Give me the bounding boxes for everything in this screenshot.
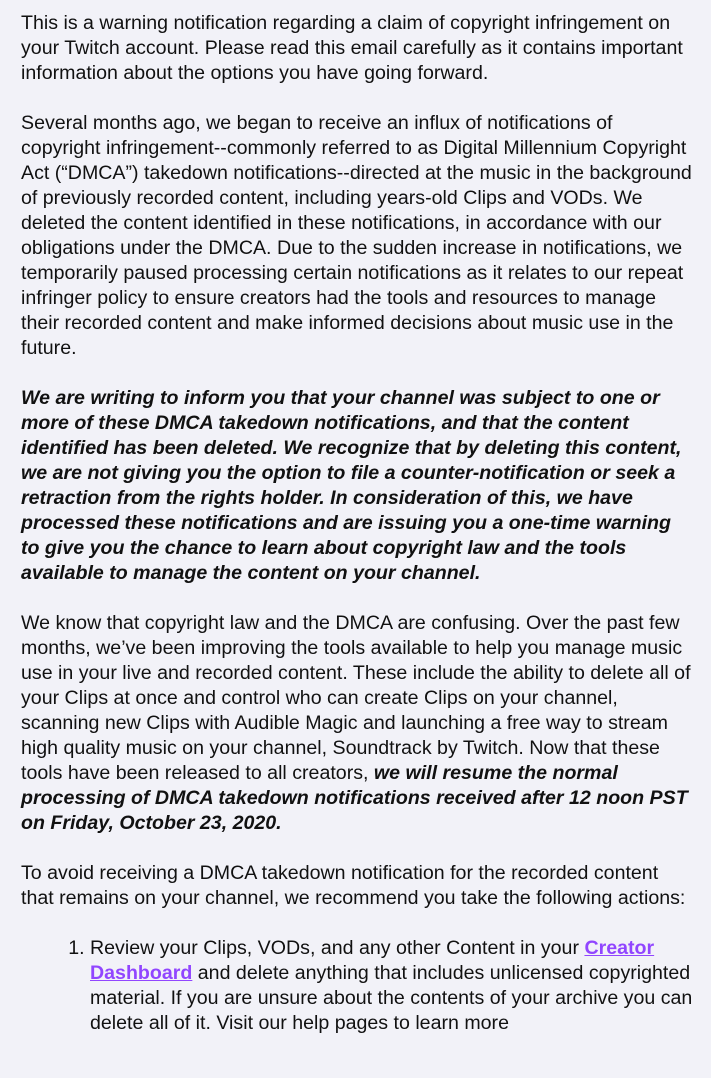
- resume-processing-notice: we will resume the normal processing of DMCA takedown notifications received after 12 noon PST on Friday, October 23, 2020.: [21, 762, 688, 834]
- action-1-text-after: and delete anything that includes unlicensed copyrighted material. If you are unsure about the contents of your archive you can delete all of it. Visit our help pages to learn more: [90, 962, 693, 1034]
- intro-paragraph: This is a warning notification regarding a claim of copyright infringement on your Twitch account. Please read this email carefully as it contains important information about the options you have going forward.: [21, 12, 683, 84]
- actions-list: [21, 936, 693, 1036]
- action-1-text-before: Review your Clips, VODs, and any other Content in your: [90, 937, 585, 959]
- background-paragraph: Several months ago, we began to receive an influx of notifications of copyright infringement--commonly referred to as Digital Millennium Copyright Act (“DMCA”) takedown notifications--directed at the music in the background of previously recorded content, including years-old Clips and VODs. We deleted the content identified in these notifications, in accordance with our obligations under the DMCA. Due to the sudden increase in notifications, we temporarily paused processing certain notifications as it relates to our repeat infringer policy to ensure creators had the tools and resources to manage their recorded content and make informed decisions about music use in the future.: [21, 112, 692, 359]
- list-item: [90, 936, 693, 1036]
- recommendation-paragraph: To avoid receiving a DMCA takedown notification for the recorded content that remains on your channel, we recommend you take the following actions:: [21, 862, 686, 909]
- warning-paragraph: We are writing to inform you that your channel was subject to one or more of these DMCA takedown notifications, and that the content identified has been deleted. We recognize that by deleting this content, we are not giving you the option to file a counter-notification or seek a retraction from the rights holder. In consideration of this, we have processed these notifications and are issuing you a one-time warning to give you the chance to learn about copyright law and the tools available to manage the content on your channel.: [21, 387, 682, 584]
- tools-text: We know that copyright law and the DMCA are confusing. Over the past few months, we’ve been improving the tools available to help you manage music use in your live and recorded content. These include the ability to delete all of your Clips at once and control who can create Clips on your channel, scanning new Clips with Audible Magic and launching a free way to stream high quality music on your channel, Soundtrack by Twitch. Now that these tools have been released to all creators,: [21, 612, 691, 784]
- tools-paragraph: [21, 611, 693, 836]
- creator-dashboard-link[interactable]: Creator Dashboard: [90, 937, 655, 984]
- email-body: [21, 11, 693, 1036]
